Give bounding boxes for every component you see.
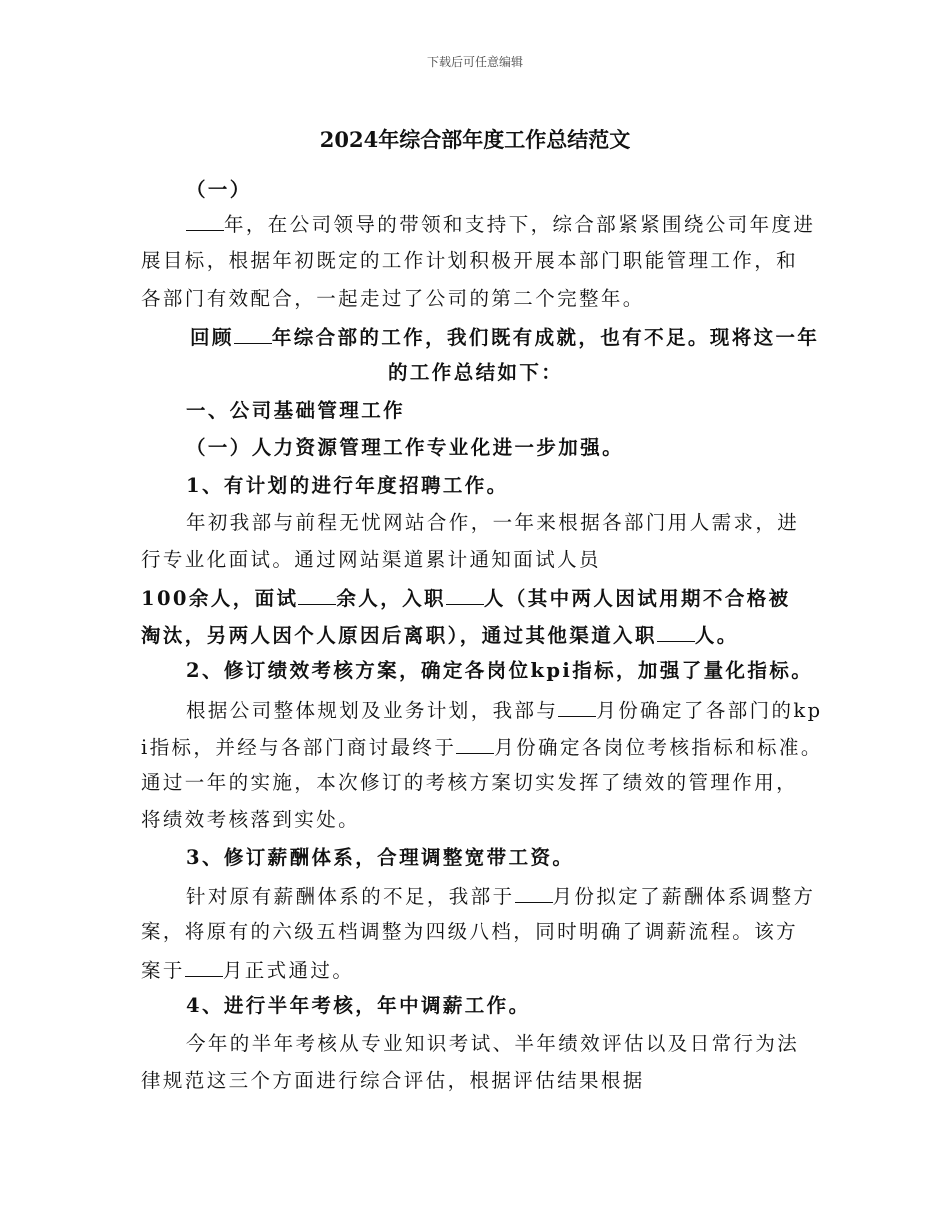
item-1-line-4: 淘汰，另两人因个人原因后离职），通过其他渠道入职 人。: [141, 621, 739, 649]
item-4-heading: 4、进行半年考核，年中调薪工作。: [186, 994, 531, 1017]
item-1-heading: 1、有计划的进行年度招聘工作。: [186, 474, 509, 497]
heading-2: （一）人力资源管理工作专业化进一步加强。: [186, 436, 625, 459]
item-3-line-3: 案于 月正式通过。: [141, 956, 354, 984]
review-line-2: 的工作总结如下：: [388, 361, 564, 384]
fill-blank: [186, 210, 224, 231]
item-1-line-3: 100余人，面试 余人，入职 人（其中两人因试用期不合格被: [141, 584, 791, 612]
item-2-heading: 2、修订绩效考核方案，确定各岗位kpi指标，加强了量化指标。: [186, 659, 814, 682]
fill-blank: [298, 584, 336, 605]
item-2-line-2: i指标，并经与各部门商讨最终于 月份确定各岗位考核指标和标准。: [141, 733, 823, 761]
item-4-line-1: 今年的半年考核从专业知识考试、半年绩效评估以及日常行为法: [186, 1032, 800, 1055]
download-note: 下载后可任意编辑: [426, 55, 523, 69]
item-2-line-4: 将绩效考核落到实处。: [141, 808, 361, 831]
fill-blank: [456, 733, 494, 754]
item-3-heading: 3、修订薪酬体系，合理调整宽带工资。: [186, 846, 575, 869]
section-number: （一）: [186, 178, 252, 201]
item-3-line-1: 针对原有薪酬体系的不足，我部于 月份拟定了薪酬体系调整方: [186, 882, 815, 910]
item-2-line-1: 根据公司整体规划及业务计划，我部与 月份确定了各部门的kp: [186, 696, 823, 724]
review-line-1: 回顾 年综合部的工作，我们既有成就，也有不足。现将这一年: [190, 323, 819, 351]
item-3-line-2: 案，将原有的六级五档调整为四级八档，同时明确了调薪流程。该方: [141, 920, 799, 943]
fill-blank: [515, 882, 553, 903]
item-2-line-3: 通过一年的实施，本次修订的考核方案切实发挥了绩效的管理作用，: [141, 771, 799, 794]
fill-blank: [446, 584, 484, 605]
intro-line-3: 各部门有效配合，一起走过了公司的第二个完整年。: [141, 287, 645, 310]
fill-blank: [185, 956, 223, 977]
heading-1: 一、公司基础管理工作: [186, 399, 406, 422]
intro-line-1: 年，在公司领导的带领和支持下，综合部紧紧围绕公司年度进: [186, 210, 815, 238]
fill-blank: [558, 696, 596, 717]
fill-blank: [657, 621, 695, 642]
document-title: 2024年综合部年度工作总结范文: [319, 127, 631, 152]
item-1-line-1: 年初我部与前程无忧网站合作，一年来根据各部门用人需求，进: [186, 511, 800, 534]
fill-blank: [234, 323, 272, 344]
item-4-line-2: 律规范这三个方面进行综合评估，根据评估结果根据: [141, 1069, 645, 1092]
intro-line-2: 展目标，根据年初既定的工作计划积极开展本部门职能管理工作，和: [141, 249, 799, 272]
item-1-line-2: 行专业化面试。通过网站渠道累计通知面试人员: [141, 548, 601, 571]
